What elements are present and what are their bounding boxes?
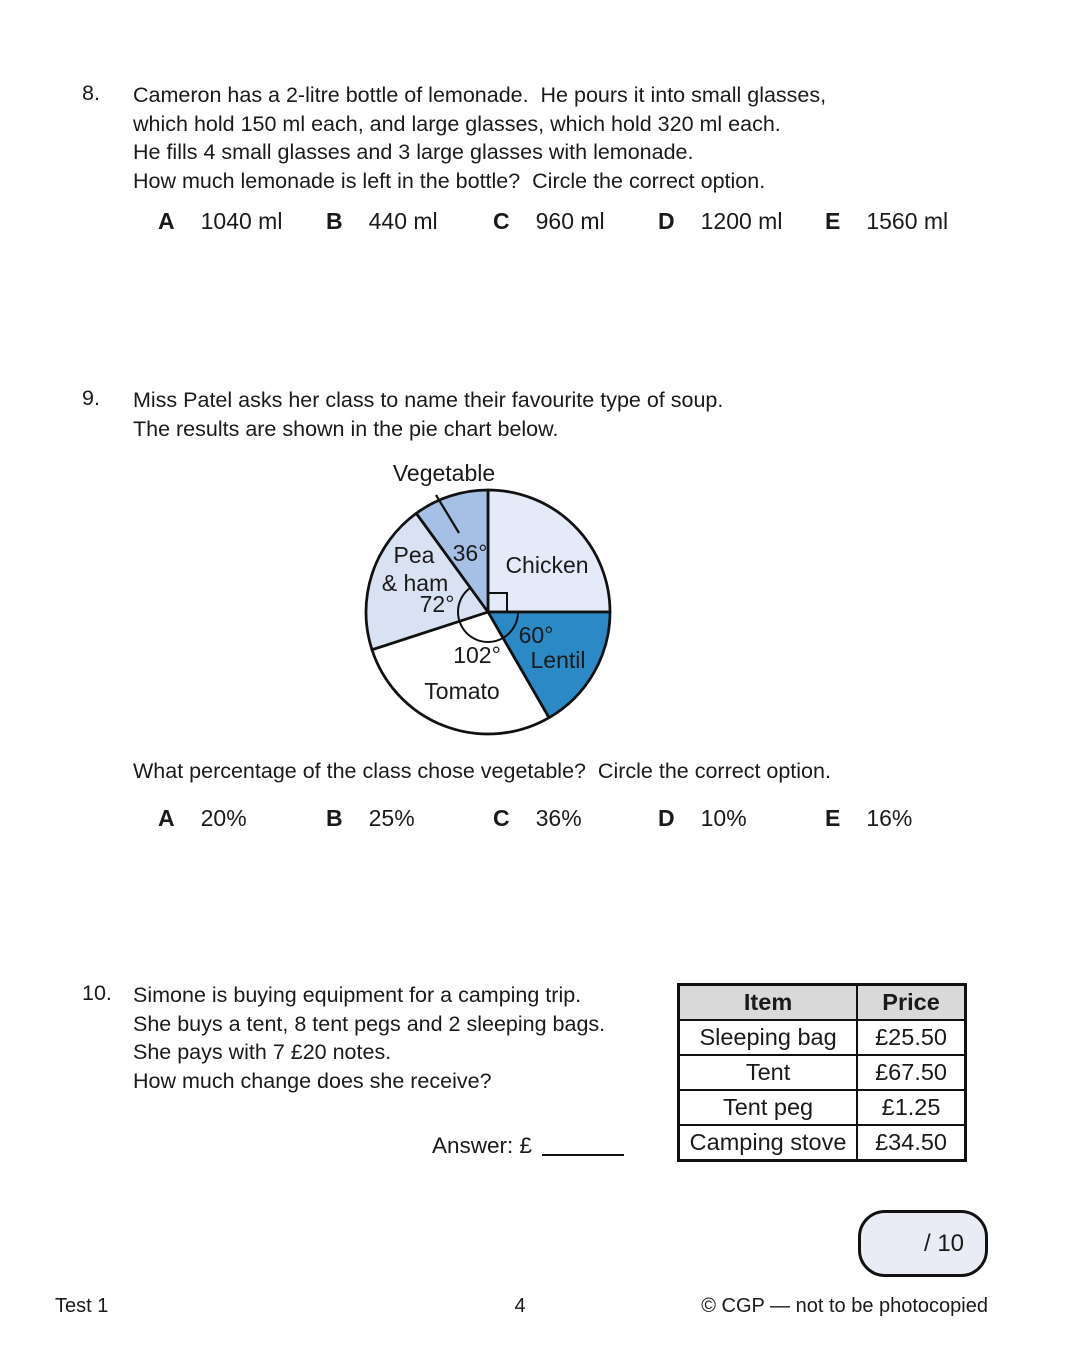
table-header-row [679, 985, 966, 1021]
q8-options [0, 208, 1066, 240]
q8-option-d: D 1200 ml [658, 208, 783, 234]
q9-option-c: C 36% [493, 805, 582, 831]
q9-options [0, 805, 1066, 837]
q8-line-2: which hold 150 ml each, and large glasses, which hold 320 ml each. [133, 111, 781, 136]
table-row: Camping stove £34.50 [679, 1125, 966, 1161]
q10-text [133, 981, 605, 1095]
score-box [858, 1210, 988, 1277]
q8-number: 8. [82, 81, 100, 105]
q9-line-1: Miss Patel asks her class to name their favourite type of soup. [133, 388, 724, 412]
q8-line-3: He fills 4 small glasses and 3 large glasses with lemonade. [133, 140, 694, 165]
q9-question: What percentage of the class chose vegetable? Circle the correct option. [133, 759, 831, 783]
answer-blank [542, 1154, 624, 1156]
table-header-item: Item [679, 985, 858, 1021]
pie-label-lentil: Lentil [530, 647, 586, 673]
q9-line-2: The results are shown in the pie chart below. [133, 416, 559, 441]
score-label: / 10 [923, 1230, 965, 1257]
pie-label-vegetable: Vegetable [392, 460, 496, 486]
q9-option-d: D 10% [658, 805, 747, 831]
q10-line-2: She buys a tent, 8 tent pegs and 2 sleeping bags. [133, 1011, 606, 1036]
pie-label-chicken: Chicken [505, 552, 589, 578]
pie-label-tomato: Tomato [424, 678, 500, 704]
pie-label-pea-ham-1: Pea [393, 542, 435, 568]
q8-option-c: C 960 ml [493, 208, 605, 234]
answer-label: Answer: £ [432, 1133, 533, 1158]
table-header-price: Price [857, 985, 965, 1021]
q9-number: 9. [82, 386, 100, 410]
q10-number: 10. [82, 981, 112, 1005]
pie-angle-tomato: 102° [453, 642, 501, 668]
q9-option-a: A 20% [158, 805, 247, 831]
q9-text [133, 386, 723, 443]
footer-copyright: © CGP — not to be photocopied [701, 1295, 988, 1317]
q8-text [133, 81, 826, 195]
pie-angle-lentil: 60° [518, 622, 554, 648]
q10-line-3: She pays with 7 £20 notes. [133, 1040, 392, 1065]
table-row: Tent peg £1.25 [679, 1090, 966, 1125]
pie-chart [330, 453, 660, 753]
pie-label-pea-ham-2: & ham [381, 570, 449, 596]
pie-angle-vegetable: 36° [452, 540, 488, 566]
pie-chart-svg [330, 453, 660, 753]
q10-line-1: Simone is buying equipment for a camping trip. [133, 983, 582, 1007]
q8-option-b: B 440 ml [326, 208, 438, 234]
q8-option-e: E 1560 ml [825, 208, 949, 234]
q10-line-4: How much change does she receive? [133, 1068, 492, 1093]
footer-test-label: Test 1 [55, 1295, 109, 1317]
q8-option-a: A 1040 ml [158, 208, 283, 234]
q9-option-b: B 25% [326, 805, 415, 831]
answer-line [432, 1133, 624, 1159]
table-row: Tent £67.50 [679, 1055, 966, 1090]
q9-option-e: E 16% [825, 805, 913, 831]
q8-line-4: How much lemonade is left in the bottle? Circle the correct option. [133, 168, 766, 193]
price-table [677, 983, 967, 1162]
footer-page-number: 4 [514, 1295, 526, 1317]
pie-angle-pea-ham: 72° [419, 591, 455, 617]
q8-line-1: Cameron has a 2-litre bottle of lemonade. He pours it into small glasses, [133, 83, 827, 107]
table-row: Sleeping bag £25.50 [679, 1020, 966, 1055]
